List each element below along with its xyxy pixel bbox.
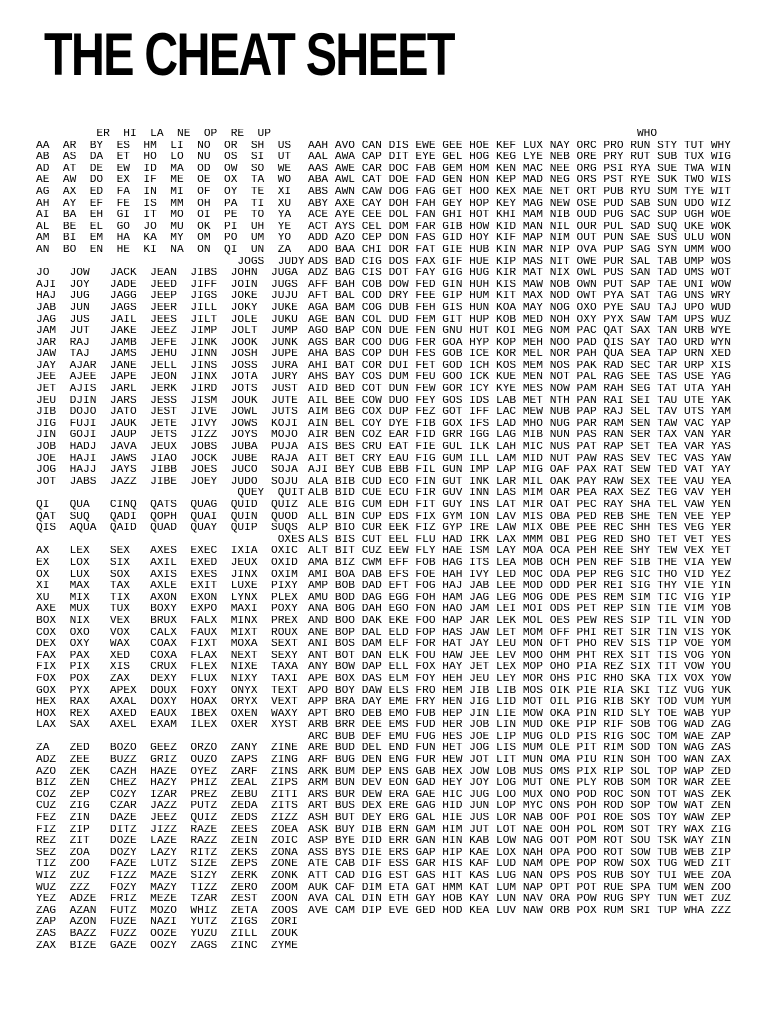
word-row: JOT JABS JAZZ JIBE JOEY JUDO SOJU <box>36 476 298 488</box>
word-row: ABA AWL CAT DOE FAD GEN HON KEP MAD NEG ORS PST RYE SUK TWO WIS <box>308 175 731 187</box>
word-row: JAR RAJ JAMB JEFE JINK JOOK JUNK <box>36 337 298 349</box>
word-row: ARM BUN DEV EON GAD HEY JOY LOG MUT ONE PLY ROB SOM TOR WAR ZEE <box>308 778 731 790</box>
word-row: AJI JOY JADE JEED JIFF JOIN JUGS <box>36 279 298 291</box>
word-row: XU MIX TIX AXON EXON LYNX PLEX <box>36 592 298 604</box>
word-row: HEX RAX AXAL DOXY HOAX ORYX VEXT <box>36 697 298 709</box>
word-row: AXE MUX TUX BOXY EXPO MAXI POXY <box>36 604 298 616</box>
word-row: QIS AQUA QAID QUAD QUAY QUIP SUQS <box>36 523 298 535</box>
word-row: ADZ BAG CIS DOT FAY GIG HUG KIR MAT NIX OWL PUS SAN TAD UMS WOT <box>308 268 731 280</box>
word-row: AE AW DO EX IF ME OE OX TA WO <box>36 175 292 187</box>
word-row: AB AS DA ET HO LO NU OS SI UT <box>36 152 292 164</box>
word-row: COZ ZEP COZY IZAR PREZ ZEBU ZITI <box>36 789 298 801</box>
word-row: AGS BAR COO DUG FER GOA HYP KOP MEH NOO PAD QIS SAY TAO URD WYN <box>308 337 731 349</box>
word-row: ATE CAB DIF ESS GAR HIS KAF LUD NAM OPE POP ROW SOX TUG WED ZIT <box>308 859 731 871</box>
word-row: ZAS BAZZ FUZZ OOZE YUZU ZILL ZOUK <box>36 928 298 940</box>
word-row: ALB BID CUE ECU FIR GUV INN LAS MIM OAR PEA RAX SEZ TEG VAV YEH <box>308 488 731 500</box>
word-row: OXES <box>36 534 305 546</box>
word-row: ASP BYE DID ERR GAN HIN KAB LOW NAG OOT POM ROT SOU TSK WAY ZIN <box>308 836 731 848</box>
word-row: BIZ ZEN CHEZ HAZY PHIZ ZEAL ZIPS <box>36 778 298 790</box>
word-row: AMA BIZ CWM EFF FOB HAG ITS LEA MOB OCH PEN REF SIB THE VIA YEW <box>308 557 731 569</box>
word-row: AHA BAS COP DUH FES GOB ICE KOR MEL NOR PAH QUA SEA TAP URN XED <box>308 349 731 361</box>
word-row: ALE BIG CUM EDH FIT GUY INS LAT MIR OAT PEC RAY SHA TEL VAW YEN <box>308 500 731 511</box>
word-row: AH AY EF FE IS MM OH PA TI XU <box>36 198 292 210</box>
word-row: WIZ ZUZ FIZZ MAZE SIZY ZERK ZONK <box>36 871 298 882</box>
word-row: ANY BOW DAP ELL FOX HAY JET LEX MOP OHO PIA REZ SIX TIT VOW YOU <box>308 662 731 674</box>
word-row: FEZ ZIN DAZE JEEZ QUIZ ZEDS ZIZZ <box>36 813 298 825</box>
word-row: ACE AYE CEE DOL FAN GHI HOT KHI MAM NIB OUD PUG SAC SUP UGH WOE <box>308 210 731 222</box>
word-row: ZAG AZAN FUTZ MOZO WHIZ ZETA ZOOS <box>36 905 298 917</box>
word-row: AGA BAM COG DUB FEH GIS HUN KOA MAY NOG OXO PYE SAU TAJ UPO WUD <box>308 302 731 314</box>
word-row: ALL BIN CUP EDS FIX GYM ION LAV MIS OBA PED REB SHE TEN VEE YEP <box>308 511 731 523</box>
word-row: JEU DJIN JARS JESS JISM JOUK JUTE <box>36 395 298 407</box>
word-row: JOGS JUDY <box>36 256 305 268</box>
word-row: JIB DOJO JATO JEST JIVE JOWL JUTS <box>36 407 298 419</box>
word-row: AIL BEE COW DUO FEY GOS IDS LAB MET NTH PAN RAI SEI TAU UTE YAK <box>308 395 731 407</box>
word-row: ER HI LA NE OP RE UP <box>36 129 271 140</box>
word-row: AN BO EN HE KI NA ON QI UN ZA <box>36 244 292 256</box>
word-row: ANI BOS DAM ELF FOR HAT JAY LEU MON OFT PHO REV SIS TIP VOE YOM <box>308 639 731 651</box>
word-row: EX LOX SIX AXIL EXED JEUX OXID <box>36 557 298 569</box>
word-row: AIN BEL COY DYE FIB GOX IFS LAD MHO NUG PAR RAM SEN TAW VAC YAP <box>308 418 731 430</box>
word-row: AA AR BY ES HM LI NO OR SH US <box>36 140 292 152</box>
word-row: HOX REX AXED EAUX IBEX OXEN WAXY <box>36 708 298 720</box>
word-row: APT BRO DEB EMO FUB HEP JIN LIE MOW OKA PIN RID SLY TOE WAB YUP <box>308 708 731 720</box>
word-row: FIZ ZIP DITZ JIZZ RAZE ZEES ZOEA <box>36 824 298 836</box>
word-row: ALP BIO CUR EEK FIZ GYP IRE LAW MIX OBE PEE REC SHH TES VEG YER <box>308 523 731 535</box>
word-row: BOX NIX VEX BRUX FALX MINX PREX <box>36 615 298 627</box>
word-row: LAX SAX AXEL EXAM ILEX OXER XYST <box>36 720 298 732</box>
word-row: JAY AJAR JANE JELL JINS JOSS JURA <box>36 360 298 372</box>
word-row: ADD AZO CEP DON FAS GID HOY KIF MAP NIM OUT PUN SAE SUS ULU WON <box>308 233 731 245</box>
word-row: AVE CAM DIP EVE GED HOD KEA LUV NAW ORB POX RUM SRI TUP WHA ZZZ <box>308 905 731 917</box>
word-row: AMU BOD DAG EGG FOH HAM JAG LEG MOG ODE PES REM SIM TIC VIG YIP <box>308 592 731 604</box>
word-row: AFF BAH COB DOW FED GIN HUH KIS MAW NOB OWN PUT SAP TAE UNI WOW <box>308 279 731 291</box>
word-row: AAL AWA CAP DIT EYE GEL HOG KEG LYE NEB ORE PRY RUT SUB TUX WIG <box>308 152 731 164</box>
word-row: ATT CAD DIG EST GAS HIT KAS LUG NAN OPS POS RUB SOY TUI WEE ZOA <box>308 871 731 882</box>
word-row: JEE AJEE JAPE JEON JINX JOTA JURY <box>36 372 298 384</box>
word-row: TIZ ZOO FAZE LUTZ SIZE ZEPS ZONE <box>36 859 298 871</box>
word-row: ANE BOP DAL ELD FOP HAS JAW LET MOM OFF PHI RET SIR TIN VIS YOK <box>308 627 731 639</box>
word-row: AVA CAL DIN ETH GAY HOB KAY LUN NAV ORA POW RUG SPY TUN WET ZUZ <box>308 894 731 906</box>
word-row: ARB BRR DEE EMS FUD HER JOB LIN MUD OKE PIP RIF SOB TOG WAD ZAG <box>308 720 731 732</box>
word-row: JOG HAJJ JAYS JIBB JOES JUCO SOJA <box>36 465 298 477</box>
word-row: AIR BEN COZ EAR FID GRR IGG LAG MIB NUN PAS RAN SER TAX VAN YAR <box>308 430 731 442</box>
word-row: AX LEX SEX AXES EXEC IXIA OXIC <box>36 546 298 558</box>
word-row: AND BOO DAK EKE FOO HAP JAR LEK MOL OES PEW RES SIP TIL VIN YOD <box>308 615 731 627</box>
word-row: AIT BET CRY EAU FIG GUM ILL LAM MID NUT PAW RAS SEV TEC VAS YAW <box>308 453 731 465</box>
word-row: WUZ ZZZ FOZY MAZY TIZZ ZERO ZOOM <box>36 882 298 894</box>
word-row: QI QUA CINQ QATS QUAG QUID QUIZ <box>36 500 298 511</box>
word-row: ARE BUD DEL END FUN HET JOG LIS MUM OLE PIT RIM SOD TON WAG ZAS <box>308 743 731 755</box>
word-row: ADZ ZEE BUZZ GRIZ OUZO ZAPS ZING <box>36 755 298 767</box>
word-row: QUEY QUIT <box>36 488 305 500</box>
word-row: APP BRA DAY EME FRY HEN JIG LID MOT OIL PIG RIB SKY TOD VUM YUM <box>308 697 731 709</box>
word-row: AMP BOB DAD EFT FOG HAJ JAB LEE MOD ODD PER REI SIG THY VIE YIN <box>308 581 731 593</box>
word-row: GOX PYX APEX DOUX FOXY ONYX TEXT <box>36 685 298 697</box>
word-row: WHO <box>308 129 658 140</box>
word-row: AM BI EM HA KA MY OM PO UM YO <box>36 233 292 245</box>
word-row: COX OXO VOX CALX FAUX MIXT ROUX <box>36 627 298 639</box>
word-row: AAH AVO CAN DIS EWE GEE HOE KEF LUX NAY ORC PRO RUN STY TUT WHY <box>308 140 731 152</box>
word-row: AMI BOA DAB EFS FOE HAH IVY LED MOC ODA PEP REG SIC THO VID YEZ <box>308 569 731 581</box>
word-row: JIG FUJI JAUK JETE JIVY JOWS KOJI <box>36 418 298 430</box>
page-title: THE CHEAT SHEET <box>44 21 454 88</box>
word-row: QAT SUQ QADI QOPH QUAI QUIN QUOD <box>36 511 298 523</box>
word-row: AL BE EL GO JO MU OK PI UH YE <box>36 221 292 233</box>
word-row: AGE BAN COL DUD FEM GIT HUP KOB MED NOH OXY PYX SAW TAM UPS WUZ <box>308 314 731 326</box>
word-row: ANT BOT DAN ELK FOU HAW JEE LEV MOO OHM PHT REX SIT TIS VOG YON <box>308 650 731 662</box>
word-row: JIN GOJI JAUP JETS JIZZ JOYS MOJO <box>36 430 298 442</box>
word-row: ASH BUT DEY ERG GAL HIE JUS LOR NAB OOF POI ROE SOS TOY WAW ZEP <box>308 813 731 825</box>
word-row: XI MAX TAX AXLE EXIT LUXE PIXY <box>36 581 298 593</box>
word-row: ABS AWN CAW DOG FAG GET HOO KEX MAE NET ORT PUB RYU SUM TYE WIT <box>308 186 731 198</box>
word-row: AI BA EH GI IT MO OI PE TO YA <box>36 210 292 222</box>
word-row: JOB HADJ JAVA JEUX JOBS JUBA PUJA <box>36 442 298 454</box>
word-row: ZA ZED BOZO GEEZ ORZO ZANY ZINE <box>36 743 298 755</box>
word-row: AAS AWE CAR DOC FAB GEM HOM KEN MAC NEE ORG PSI RYA SUE TWA WIN <box>308 163 731 175</box>
word-row: ARK BUM DEP ENS GAB HEX JOW LOB MUS OMS PIX RIP SOL TOP WAP ZED <box>308 766 731 778</box>
word-row: AIS BES CRU EAT FIE GUL ILK LAH MIC NUS PAT RAP SET TEA VAR YAS <box>308 442 731 454</box>
word-row: ART BUS DEX ERE GAG HID JUN LOP MYC ONS POH ROD SOP TOW WAT ZEN <box>308 801 731 813</box>
word-row: JOE HAJI JAWS JIAO JOCK JUBE RAJA <box>36 453 298 465</box>
word-row: JO JOW JACK JEAN JIBS JOHN JUGA <box>36 268 298 280</box>
short-word-list-left <box>36 129 305 952</box>
word-row: OX LUX SOX AXIS EXES JINX OXIM <box>36 569 298 581</box>
word-row: ZAX BIZE GAZE OOZY ZAGS ZINC ZYME <box>36 940 298 952</box>
word-row: AG AX ED FA IN MI OF OY TE XI <box>36 186 292 198</box>
word-row: YEZ ADZE FRIZ MEZE TZAR ZEST ZOON <box>36 894 298 906</box>
word-row: REZ ZIT DOZE LAZE RAZZ ZEIN ZOIC <box>36 836 298 848</box>
word-row: SEZ ZOA DOZY LAZY RITZ ZEKS ZONA <box>36 847 298 859</box>
word-row: ASK BUY DIB ERN GAM HIM JUT LOT NAE OOH POL ROM SOT TRY WAX ZIG <box>308 824 731 836</box>
word-row: FAX PAX XED COXA FLAX NEXT SEXY <box>36 650 298 662</box>
word-row: ALA BIB CUD ECO FIN GUT INK LAR MIL OAK PAY RAW SEX TEE VAU YEA <box>308 476 731 488</box>
word-row: JAW TAJ JAMS JEHU JINN JOSH JUPE <box>36 349 298 361</box>
word-row: AGO BAP CON DUE FEN GNU HUT KOI MEG NOM PAC QAT SAX TAN URB WYE <box>308 326 731 338</box>
word-row: ACT AYS CEL DOM FAR GIB HOW KID MAN NIL OUR PUL SAD SUQ UKE WOK <box>308 221 731 233</box>
word-row: JAG JUS JAIL JEES JILT JOLE JUKU <box>36 314 298 326</box>
word-row: ARF BUG DEN ENG FUR HEW JOT LIT MUN OMA PIU RIN SOH TOO WAN ZAX <box>308 755 731 767</box>
word-row: FIX PIX XIS CRUX FLEX NIXE TAXA <box>36 662 298 674</box>
word-row: HAJ JUG JAGG JEEP JIGS JOKE JUJU <box>36 291 298 303</box>
word-row: AFT BAL COD DRY FEE GIP HUM KIT MAX NOD OWT PYA SAT TAG UNS WRY <box>308 291 731 303</box>
word-row: ANA BOG DAH EGO FON HAO JAM LEI MOI ODS PET REP SIN TIE VIM YOB <box>308 604 731 616</box>
word-row: ABY AXE CAY DOH FAH GEY HOP KEY MAG NEW OSE PUD SAB SUN UDO WIZ <box>308 198 731 210</box>
word-row: APO BOY DAW ELS FRO HEM JIB LIB MOS OIK PIE RIA SKI TIZ VUG YUK <box>308 685 731 697</box>
word-row: AHS BAY COS DUM FEU GOO ICK KUE MEN NOT PAL RAG SEE TAS USE YAG <box>308 372 731 384</box>
word-row: ARC BUB DEF EMU FUG HES JOE LIP MUG OLD PIS RIG SOC TOM WAE ZAP <box>308 731 731 743</box>
word-row: JAM JUT JAKE JEEZ JIMP JOLT JUMP <box>36 326 298 338</box>
word-row: JET AJIS JARL JERK JIRD JOTS JUST <box>36 384 298 396</box>
word-row: AUK CAF DIM ETA GAT HMM KAT LUM NAP OPT POT RUE SPA TUM WEN ZOO <box>308 882 731 894</box>
word-row: DEX OXY WAX COAX FIXT MOXA SEXT <box>36 639 298 651</box>
word-row: CUZ ZIG CZAR JAZZ PUTZ ZEDA ZITS <box>36 801 298 813</box>
word-row: APE BOX DAS ELM FOY HEH JEU LEY MOR OHS PIC RHO SKA TIX VOX YOW <box>308 673 731 685</box>
word-row: ASS BYS DIE ERS GAP HIP KAE LOX NAH OPA POO ROT SOW TUB WEB ZIP <box>308 847 731 859</box>
word-row: FOX POX ZAX DEXY FLUX NIXY TAXI <box>36 673 298 685</box>
word-row: JAB JUN JAGS JEER JILL JOKY JUKE <box>36 302 298 314</box>
three-letter-word-list-right <box>308 129 731 917</box>
word-row: AD AT DE EW ID MA OD OW SO WE <box>36 163 292 175</box>
word-row: ADO BAA CHI DOR FAT GIE HUB KIN MAR NIP OVA PUP SAG SYN UMM WOO <box>308 244 731 256</box>
word-row: AJI BEY CUB EBB FIL GUN IMP LAP MIG OAF PAX RAT SEW TED VAT YAY <box>308 465 731 477</box>
word-row: ZAP AZON FUZE NAZI YUTZ ZIGS ZORI <box>36 917 298 929</box>
word-row: ADS BAD CIG DOS FAX GIF HUE KIP MAS NIT OWE PUR SAL TAB UMP WOS <box>308 256 731 268</box>
word-row: AZO ZEK CAZH HAZE OYEZ ZARF ZINS <box>36 766 298 778</box>
word-row: AIM BEG COX DUP FEZ GOT IFF LAC MEW NUB PAP RAJ SEL TAV UTS YAM <box>308 407 731 419</box>
word-row: AHI BAT COR DUI FET GOD ICH KOS MEM NOS PAK RAD SEC TAR URP XIS <box>308 360 731 372</box>
word-row: ALT BIT CUZ EEW FLY HAE ISM LAY MOA OCA PEH REE SHY TEW VEX YET <box>308 546 731 558</box>
word-row: ARS BUR DEW ERA GAE HIC JUG LOO MUX ONO POD ROC SON TOT WAS ZEK <box>308 789 731 801</box>
word-row: AID BED COT DUN FEW GOR ICY KYE MES NOW PAM RAH SEG TAT UTA YAH <box>308 384 731 396</box>
word-row: ALS BIS CUT EEL FLU HAD IRK LAX MMM OBI PEG RED SHO TET VET YES <box>308 534 731 546</box>
word-row <box>36 732 305 744</box>
